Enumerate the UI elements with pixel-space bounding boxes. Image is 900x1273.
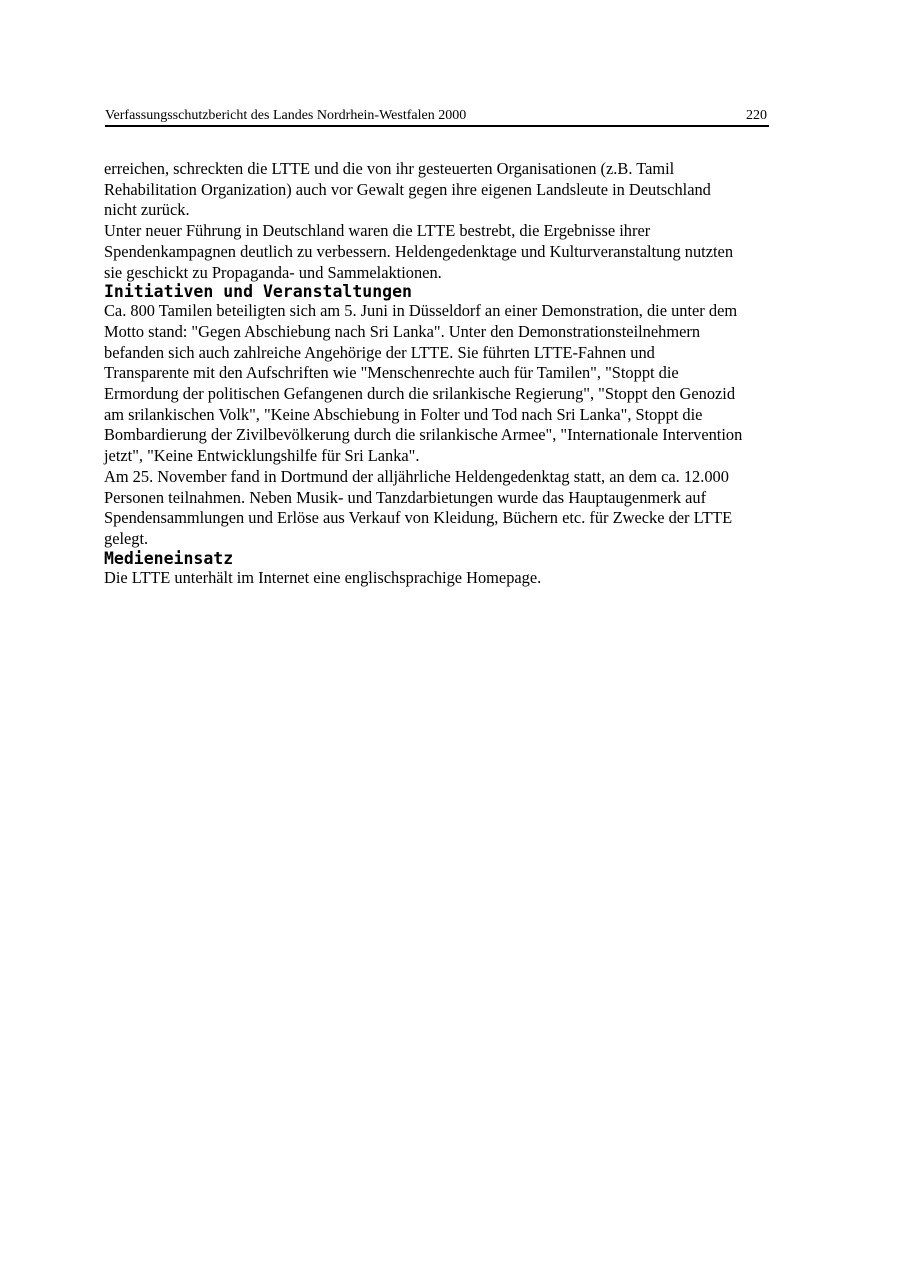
text-line: am srilankischen Volk", "Keine Abschiebung in Folter und Tod nach Sri Lanka", Stoppt die: [104, 404, 703, 424]
text-line: Personen teilnahmen. Neben Musik- und Tanzdarbietungen wurde das Hauptaugenmerk auf: [104, 487, 707, 507]
text-line: Transparente mit den Aufschriften wie "Menschenrechte auch für Tamilen", "Stoppt die: [104, 363, 679, 383]
text-line: Bombardierung der Zivilbevölkerung durch die srilankische Armee", "Internationale Intervention: [104, 425, 743, 445]
text-line: befanden sich auch zahlreiche Angehörige der LTTE. Sie führten LTTE-Fahnen und: [104, 342, 655, 362]
text-line: nicht zurück.: [104, 200, 190, 220]
text-line: Spendensammlungen und Erlöse aus Verkauf von Kleidung, Büchern etc. für Zwecke der LTTE: [104, 508, 733, 528]
text-line: sie geschickt zu Propaganda- und Sammelaktionen.: [104, 262, 442, 282]
text-line: jetzt", "Keine Entwicklungshilfe für Sri Lanka".: [104, 446, 420, 466]
text-line: gelegt.: [104, 528, 149, 548]
page-number: 220: [746, 108, 767, 123]
text-line: Ermordung der politischen Gefangenen durch die srilankische Regierung", "Stoppt den Genozid: [104, 384, 736, 404]
text-line: Die LTTE unterhält im Internet eine englischsprachige Homepage.: [104, 567, 542, 587]
text-line: Spendenkampagnen deutlich zu verbessern. Heldengedenktage und Kulturveranstaltung nutzten: [104, 241, 734, 261]
text-line: erreichen, schreckten die LTTE und die von ihr gesteuerten Organisationen (z.B. Tamil: [104, 159, 675, 178]
text-line: Ca. 800 Tamilen beteiligten sich am 5. Juni in Düsseldorf an einer Demonstration, die unter dem: [104, 301, 738, 321]
section-heading-medieneinsatz: Medieneinsatz: [104, 548, 234, 568]
text-line: Motto stand: "Gegen Abschiebung nach Sri Lanka". Unter den Demonstrationsteilnehmern: [104, 321, 701, 341]
text-line: Rehabilitation Organization) auch vor Gewalt gegen ihre eigenen Landsleute in Deutschland: [104, 179, 711, 199]
paragraph-homepage: [104, 568, 804, 589]
paragraph-heldengedenktag: [104, 467, 804, 550]
body-text: [104, 159, 804, 588]
paragraph-ltte-violence: [104, 159, 804, 221]
paragraph-demonstration: [104, 301, 804, 467]
header-title: Verfassungsschutzbericht des Landes Nordrhein-Westfalen 2000: [105, 108, 467, 123]
running-header: [105, 107, 769, 127]
paragraph-new-leadership: [104, 221, 804, 283]
text-line: Am 25. November fand in Dortmund der alljährliche Heldengedenktag statt, an dem ca. 12.000: [104, 466, 729, 486]
text-line: Unter neuer Führung in Deutschland waren die LTTE bestrebt, die Ergebnisse ihrer: [104, 221, 651, 241]
section-heading-initiativen: Initiativen und Veranstaltungen: [104, 282, 412, 302]
